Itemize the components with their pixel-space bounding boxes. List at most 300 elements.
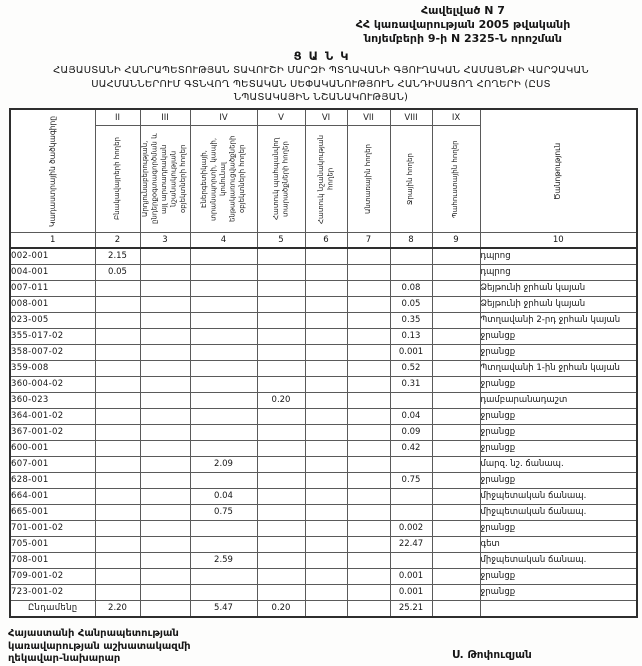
area-cell-c3 bbox=[140, 537, 190, 553]
colnum-7: 7 bbox=[347, 233, 390, 249]
header-special-lands bbox=[305, 126, 347, 233]
area-cell-c8: 0.31 bbox=[390, 377, 432, 393]
area-cell-c6 bbox=[305, 409, 347, 425]
column-number-row bbox=[10, 233, 637, 249]
area-cell-c7 bbox=[347, 248, 390, 265]
note-cell: ջրանցք bbox=[480, 377, 637, 393]
note-cell: գետ bbox=[480, 537, 637, 553]
note-cell: ջրանցք bbox=[480, 425, 637, 441]
area-cell-c5 bbox=[257, 345, 305, 361]
note-cell: Պտղավանի 2-րդ ջրհան կայան bbox=[480, 313, 637, 329]
area-cell-c8: 0.05 bbox=[390, 297, 432, 313]
area-cell-c4 bbox=[190, 569, 257, 585]
table-row bbox=[10, 457, 637, 473]
cadastral-code-cell: 023-005 bbox=[10, 313, 95, 329]
cadastral-code-cell: 664-001 bbox=[10, 489, 95, 505]
area-cell-c5 bbox=[257, 425, 305, 441]
area-cell-c7 bbox=[347, 297, 390, 313]
roman-II: II bbox=[95, 109, 140, 126]
area-cell-c3 bbox=[140, 425, 190, 441]
area-cell-c4 bbox=[190, 441, 257, 457]
area-cell-c6 bbox=[305, 377, 347, 393]
area-cell-c7 bbox=[347, 281, 390, 297]
area-cell-c9 bbox=[432, 489, 480, 505]
header-water-lands-label: Ջրային հողեր bbox=[406, 153, 415, 205]
table-row bbox=[10, 473, 637, 489]
note-cell: Պտղավանի 1-ին ջրհան կայան bbox=[480, 361, 637, 377]
area-cell-c6 bbox=[305, 601, 347, 618]
area-cell-c3 bbox=[140, 297, 190, 313]
table-row bbox=[10, 553, 637, 569]
area-cell-c6 bbox=[305, 585, 347, 601]
area-cell-c5: 0.20 bbox=[257, 393, 305, 409]
table-row bbox=[10, 585, 637, 601]
title-line-2: ՍԱՀՄԱՆՆԵՐՈՒՄ ԳՏՆՎՈՂ ՊԵՏԱԿԱՆ ՍԵՓԱԿԱՆՈՒԹՅՈՒՆ ՀԱՆԴԻՍԱՑՈՂ ՀՈՂԵՐԻ (ԸՍՏ bbox=[91, 78, 551, 90]
cadastral-code-cell: 007-011 bbox=[10, 281, 95, 297]
table-row bbox=[10, 345, 637, 361]
area-cell-c2: 2.15 bbox=[95, 248, 140, 265]
area-cell-c3 bbox=[140, 313, 190, 329]
cadastral-code-cell: 607-001 bbox=[10, 457, 95, 473]
area-cell-c6 bbox=[305, 361, 347, 377]
area-cell-c7 bbox=[347, 313, 390, 329]
area-cell-c8 bbox=[390, 489, 432, 505]
area-cell-c3 bbox=[140, 585, 190, 601]
area-cell-c8 bbox=[390, 457, 432, 473]
note-cell: ջրանցք bbox=[480, 585, 637, 601]
table-row bbox=[10, 425, 637, 441]
area-cell-c3 bbox=[140, 569, 190, 585]
cadastral-code-cell: 004-001 bbox=[10, 265, 95, 281]
area-cell-c2 bbox=[95, 425, 140, 441]
note-cell: միջպետական ճանապ. bbox=[480, 505, 637, 521]
table-row bbox=[10, 377, 637, 393]
area-cell-c2 bbox=[95, 585, 140, 601]
area-cell-c9 bbox=[432, 377, 480, 393]
area-cell-c5 bbox=[257, 409, 305, 425]
area-cell-c2 bbox=[95, 489, 140, 505]
area-cell-c9 bbox=[432, 425, 480, 441]
area-cell-c6 bbox=[305, 265, 347, 281]
area-cell-c2: 2.20 bbox=[95, 601, 140, 618]
area-cell-c4 bbox=[190, 297, 257, 313]
list-label: ՑԱՆԿ bbox=[293, 49, 356, 63]
roman-III: III bbox=[140, 109, 190, 126]
note-cell: ջրանցք bbox=[480, 329, 637, 345]
area-cell-c7 bbox=[347, 361, 390, 377]
area-cell-c4 bbox=[190, 521, 257, 537]
area-cell-c6 bbox=[305, 489, 347, 505]
appendix-line-2: ՀՀ կառավարության 2005 թվականի bbox=[355, 18, 571, 31]
area-cell-c2 bbox=[95, 473, 140, 489]
title-line-3: ՆՊԱՏԱԿԱՅԻՆ ՆՇԱՆԱԿՈՒԹՅԱՆ) bbox=[233, 92, 409, 103]
area-cell-c6 bbox=[305, 505, 347, 521]
area-cell-c8: 0.08 bbox=[390, 281, 432, 297]
title-line-1: ՀԱՅԱՍՏԱՆԻ ՀԱՆՐԱՊԵՏՈՒԹՅԱՆ ՏԱՎՈՒՇԻ ՄԱՐԶԻ ՊՏՂԱՎԱՆԻ ԳՅՈՒՂԱԿԱՆ ՀԱՄԱՅՆՔԻ ՎԱՐՉԱԿԱՆ bbox=[53, 65, 589, 76]
area-cell-c6 bbox=[305, 281, 347, 297]
area-cell-c5 bbox=[257, 313, 305, 329]
colnum-5: 5 bbox=[257, 233, 305, 249]
table-row bbox=[10, 537, 637, 553]
area-cell-c9 bbox=[432, 441, 480, 457]
table-row bbox=[10, 505, 637, 521]
area-cell-c4 bbox=[190, 313, 257, 329]
table-row bbox=[10, 441, 637, 457]
area-cell-c2 bbox=[95, 377, 140, 393]
roman-IV: IV bbox=[190, 109, 257, 126]
area-cell-c7 bbox=[347, 265, 390, 281]
cadastral-code-cell: 002-001 bbox=[10, 248, 95, 265]
cadastral-code-cell: 708-001 bbox=[10, 553, 95, 569]
office-line-1: Հայաստանի Հանրապետության bbox=[8, 628, 179, 639]
area-cell-c7 bbox=[347, 569, 390, 585]
area-cell-c2 bbox=[95, 345, 140, 361]
area-cell-c8: 0.001 bbox=[390, 345, 432, 361]
roman-IX: IX bbox=[432, 109, 480, 126]
area-cell-c9 bbox=[432, 601, 480, 618]
area-cell-c3 bbox=[140, 361, 190, 377]
area-cell-c9 bbox=[432, 265, 480, 281]
area-cell-c2 bbox=[95, 521, 140, 537]
note-cell: միջպետական ճանապ. bbox=[480, 553, 637, 569]
land-table bbox=[9, 108, 638, 618]
area-cell-c4 bbox=[190, 345, 257, 361]
area-cell-c3 bbox=[140, 281, 190, 297]
colnum-4: 4 bbox=[190, 233, 257, 249]
signature-block bbox=[8, 628, 191, 666]
area-cell-c4 bbox=[190, 377, 257, 393]
cadastral-code-cell: 008-001 bbox=[10, 297, 95, 313]
area-cell-c3 bbox=[140, 265, 190, 281]
header-reserve-lands-label: Պահուստային հողեր bbox=[451, 140, 460, 218]
colnum-8: 8 bbox=[390, 233, 432, 249]
table-row bbox=[10, 489, 637, 505]
table-row bbox=[10, 393, 637, 409]
area-cell-c4 bbox=[190, 281, 257, 297]
area-cell-c7 bbox=[347, 457, 390, 473]
area-cell-c4 bbox=[190, 329, 257, 345]
table-header bbox=[10, 109, 637, 248]
area-cell-c6 bbox=[305, 248, 347, 265]
area-cell-c2 bbox=[95, 361, 140, 377]
area-cell-c8: 0.001 bbox=[390, 585, 432, 601]
cadastral-code-cell: 628-001 bbox=[10, 473, 95, 489]
cadastral-code-cell: 359-008 bbox=[10, 361, 95, 377]
totals-row bbox=[10, 601, 637, 618]
area-cell-c7 bbox=[347, 345, 390, 361]
roman-VIII: VIII bbox=[390, 109, 432, 126]
area-cell-c5 bbox=[257, 585, 305, 601]
note-cell: ջրանցք bbox=[480, 569, 637, 585]
area-cell-c5 bbox=[257, 553, 305, 569]
table-row bbox=[10, 248, 637, 265]
cadastral-code-cell: 701-001-02 bbox=[10, 521, 95, 537]
area-cell-c7 bbox=[347, 377, 390, 393]
note-cell: դպրոց bbox=[480, 248, 637, 265]
area-cell-c9 bbox=[432, 505, 480, 521]
area-cell-c4 bbox=[190, 425, 257, 441]
area-cell-c8: 0.52 bbox=[390, 361, 432, 377]
area-cell-c2: 0.05 bbox=[95, 265, 140, 281]
area-cell-c7 bbox=[347, 393, 390, 409]
area-cell-c4 bbox=[190, 248, 257, 265]
header-reserve-lands bbox=[432, 126, 480, 233]
note-cell: դպրոց bbox=[480, 265, 637, 281]
area-cell-c5 bbox=[257, 441, 305, 457]
signature-name: Ս. Թոփուզյան bbox=[452, 649, 532, 661]
area-cell-c3 bbox=[140, 601, 190, 618]
area-cell-c3 bbox=[140, 489, 190, 505]
area-cell-c4: 0.75 bbox=[190, 505, 257, 521]
area-cell-c7 bbox=[347, 425, 390, 441]
area-cell-c8 bbox=[390, 265, 432, 281]
table-row bbox=[10, 313, 637, 329]
area-cell-c6 bbox=[305, 457, 347, 473]
note-cell: ջրանցք bbox=[480, 521, 637, 537]
table-row bbox=[10, 297, 637, 313]
area-cell-c6 bbox=[305, 393, 347, 409]
area-cell-c8 bbox=[390, 505, 432, 521]
cadastral-code-cell: 709-001-02 bbox=[10, 569, 95, 585]
area-cell-c9 bbox=[432, 473, 480, 489]
area-cell-c7 bbox=[347, 585, 390, 601]
area-cell-c6 bbox=[305, 345, 347, 361]
area-cell-c5 bbox=[257, 489, 305, 505]
appendix-block bbox=[298, 4, 628, 46]
area-cell-c9 bbox=[432, 297, 480, 313]
cadastral-code-cell: 705-001 bbox=[10, 537, 95, 553]
area-cell-c5 bbox=[257, 329, 305, 345]
note-cell: ջրանցք bbox=[480, 409, 637, 425]
cadastral-code-cell: 364-001-02 bbox=[10, 409, 95, 425]
note-cell: մարզ. նշ. ճանապ. bbox=[480, 457, 637, 473]
area-cell-c9 bbox=[432, 537, 480, 553]
area-cell-c5 bbox=[257, 265, 305, 281]
roman-VI: VI bbox=[305, 109, 347, 126]
area-cell-c2 bbox=[95, 409, 140, 425]
area-cell-c7 bbox=[347, 489, 390, 505]
area-cell-c4 bbox=[190, 361, 257, 377]
cadastral-code-cell: 358-007-02 bbox=[10, 345, 95, 361]
area-cell-c3 bbox=[140, 441, 190, 457]
table-row bbox=[10, 329, 637, 345]
table-body bbox=[10, 248, 637, 617]
header-industrial-lands bbox=[140, 126, 190, 233]
colnum-3: 3 bbox=[140, 233, 190, 249]
area-cell-c3 bbox=[140, 345, 190, 361]
area-cell-c7 bbox=[347, 473, 390, 489]
area-cell-c8 bbox=[390, 553, 432, 569]
area-cell-c8: 0.75 bbox=[390, 473, 432, 489]
header-infrastructure-lands bbox=[190, 126, 257, 233]
area-cell-c2 bbox=[95, 393, 140, 409]
document-title bbox=[6, 64, 636, 105]
office-line-2: կառավարության աշխատակազմի bbox=[8, 640, 191, 652]
area-cell-c6 bbox=[305, 521, 347, 537]
area-cell-c6 bbox=[305, 473, 347, 489]
area-cell-c6 bbox=[305, 425, 347, 441]
area-cell-c7 bbox=[347, 521, 390, 537]
area-cell-c8: 0.04 bbox=[390, 409, 432, 425]
area-cell-c8: 0.13 bbox=[390, 329, 432, 345]
appendix-line-1: Հավելված N 7 bbox=[421, 4, 505, 17]
note-cell: ջրանցք bbox=[480, 473, 637, 489]
area-cell-c3 bbox=[140, 377, 190, 393]
area-cell-c3 bbox=[140, 248, 190, 265]
area-cell-c2 bbox=[95, 441, 140, 457]
area-cell-c9 bbox=[432, 313, 480, 329]
cadastral-code-cell: 600-001 bbox=[10, 441, 95, 457]
area-cell-c7 bbox=[347, 553, 390, 569]
area-cell-c5 bbox=[257, 537, 305, 553]
header-forest-lands bbox=[347, 126, 390, 233]
area-cell-c5 bbox=[257, 505, 305, 521]
cadastral-code-cell: 355-017-02 bbox=[10, 329, 95, 345]
area-cell-c2 bbox=[95, 313, 140, 329]
area-cell-c4 bbox=[190, 265, 257, 281]
area-cell-c2 bbox=[95, 537, 140, 553]
area-cell-c8: 0.42 bbox=[390, 441, 432, 457]
header-note bbox=[480, 109, 637, 233]
area-cell-c3 bbox=[140, 393, 190, 409]
colnum-1: 1 bbox=[10, 233, 95, 249]
header-settlement-lands bbox=[95, 126, 140, 233]
header-cadastral-code-label: Կադաստրային ծածկագիրը bbox=[47, 115, 57, 227]
area-cell-c8: 0.001 bbox=[390, 569, 432, 585]
area-cell-c4: 2.09 bbox=[190, 457, 257, 473]
area-cell-c3 bbox=[140, 409, 190, 425]
area-cell-c9 bbox=[432, 361, 480, 377]
area-cell-c6 bbox=[305, 329, 347, 345]
cadastral-code-cell: 665-001 bbox=[10, 505, 95, 521]
area-cell-c2 bbox=[95, 297, 140, 313]
appendix-line-3: նոյեմբերի 9-ի N 2325-Ն որոշման bbox=[364, 32, 562, 45]
table-row bbox=[10, 281, 637, 297]
note-cell: Ձեյթունի ջրհան կայան bbox=[480, 281, 637, 297]
area-cell-c6 bbox=[305, 537, 347, 553]
note-cell: ջրանցք bbox=[480, 345, 637, 361]
cadastral-code-cell: 360-023 bbox=[10, 393, 95, 409]
area-cell-c2 bbox=[95, 457, 140, 473]
cadastral-code-cell: 360-004-02 bbox=[10, 377, 95, 393]
table-row bbox=[10, 265, 637, 281]
area-cell-c8 bbox=[390, 248, 432, 265]
area-cell-c9 bbox=[432, 585, 480, 601]
note-cell: ջրանցք bbox=[480, 441, 637, 457]
area-cell-c9 bbox=[432, 281, 480, 297]
area-cell-c3 bbox=[140, 329, 190, 345]
area-cell-c2 bbox=[95, 569, 140, 585]
area-cell-c4: 2.59 bbox=[190, 553, 257, 569]
area-cell-c7 bbox=[347, 329, 390, 345]
area-cell-c8: 0.002 bbox=[390, 521, 432, 537]
area-cell-c5 bbox=[257, 281, 305, 297]
area-cell-c4 bbox=[190, 585, 257, 601]
area-cell-c4 bbox=[190, 473, 257, 489]
area-cell-c3 bbox=[140, 521, 190, 537]
area-cell-c9 bbox=[432, 521, 480, 537]
area-cell-c9 bbox=[432, 553, 480, 569]
area-cell-c2 bbox=[95, 505, 140, 521]
area-cell-c9 bbox=[432, 409, 480, 425]
area-cell-c6 bbox=[305, 553, 347, 569]
area-cell-c9 bbox=[432, 569, 480, 585]
area-cell-c3 bbox=[140, 553, 190, 569]
area-cell-c7 bbox=[347, 441, 390, 457]
header-infrastructure-lands-label: Էներգետիկայի, տրանսպորտի, կապի, կոմունալ ենթակառուցվածքների օբյեկտների հողեր bbox=[199, 135, 246, 223]
area-cell-c6 bbox=[305, 313, 347, 329]
totals-label: Ընդամենը bbox=[10, 601, 95, 618]
note-cell: դամբարանադաշտ bbox=[480, 393, 637, 409]
area-cell-c8: 0.35 bbox=[390, 313, 432, 329]
area-cell-c3 bbox=[140, 473, 190, 489]
table-row bbox=[10, 361, 637, 377]
colnum-9: 9 bbox=[432, 233, 480, 249]
roman-VII: VII bbox=[347, 109, 390, 126]
area-cell-c5 bbox=[257, 248, 305, 265]
note-cell: միջպետական ճանապ. bbox=[480, 489, 637, 505]
area-cell-c7 bbox=[347, 505, 390, 521]
header-protected-lands-label: Հատուկ պահպանվող տարածքների հողեր bbox=[271, 137, 289, 221]
table-row bbox=[10, 569, 637, 585]
header-industrial-lands-label: Արդյունաբերության, ընդերքօգտագործման և այլ արտադրական նշանակության օբյեկտների հողեր bbox=[141, 133, 188, 225]
header-protected-lands bbox=[257, 126, 305, 233]
area-cell-c7 bbox=[347, 601, 390, 618]
area-cell-c8: 25.21 bbox=[390, 601, 432, 618]
area-cell-c9 bbox=[432, 329, 480, 345]
area-cell-c6 bbox=[305, 441, 347, 457]
colnum-2: 2 bbox=[95, 233, 140, 249]
area-cell-c4 bbox=[190, 393, 257, 409]
area-cell-c5 bbox=[257, 569, 305, 585]
area-cell-c2 bbox=[95, 281, 140, 297]
area-cell-c2 bbox=[95, 553, 140, 569]
area-cell-c4: 0.04 bbox=[190, 489, 257, 505]
note-cell bbox=[480, 601, 637, 618]
area-cell-c5 bbox=[257, 361, 305, 377]
header-water-lands bbox=[390, 126, 432, 233]
area-cell-c7 bbox=[347, 537, 390, 553]
area-cell-c9 bbox=[432, 345, 480, 361]
header-settlement-lands-label: Բնակավայրերի հողեր bbox=[112, 137, 121, 221]
area-cell-c7 bbox=[347, 409, 390, 425]
office-line-3: ղեկավար-նախարար bbox=[8, 653, 121, 664]
area-cell-c9 bbox=[432, 248, 480, 265]
area-cell-c8 bbox=[390, 393, 432, 409]
area-cell-c6 bbox=[305, 297, 347, 313]
header-forest-lands-label: Անտառային հողեր bbox=[363, 144, 372, 214]
area-cell-c9 bbox=[432, 393, 480, 409]
area-cell-c3 bbox=[140, 505, 190, 521]
note-cell: Ձեյթունի ջրհան կայան bbox=[480, 297, 637, 313]
area-cell-c4: 5.47 bbox=[190, 601, 257, 618]
area-cell-c4 bbox=[190, 537, 257, 553]
area-cell-c8: 22.47 bbox=[390, 537, 432, 553]
colnum-6: 6 bbox=[305, 233, 347, 249]
area-cell-c5 bbox=[257, 297, 305, 313]
table-row bbox=[10, 521, 637, 537]
cadastral-code-cell: 723-001-02 bbox=[10, 585, 95, 601]
area-cell-c4 bbox=[190, 409, 257, 425]
area-cell-c8: 0.09 bbox=[390, 425, 432, 441]
area-cell-c5 bbox=[257, 457, 305, 473]
area-cell-c5: 0.20 bbox=[257, 601, 305, 618]
table-row bbox=[10, 409, 637, 425]
header-cadastral-code bbox=[10, 109, 95, 233]
area-cell-c5 bbox=[257, 377, 305, 393]
header-note-label: Ծանոթություն bbox=[553, 142, 563, 200]
area-cell-c9 bbox=[432, 457, 480, 473]
